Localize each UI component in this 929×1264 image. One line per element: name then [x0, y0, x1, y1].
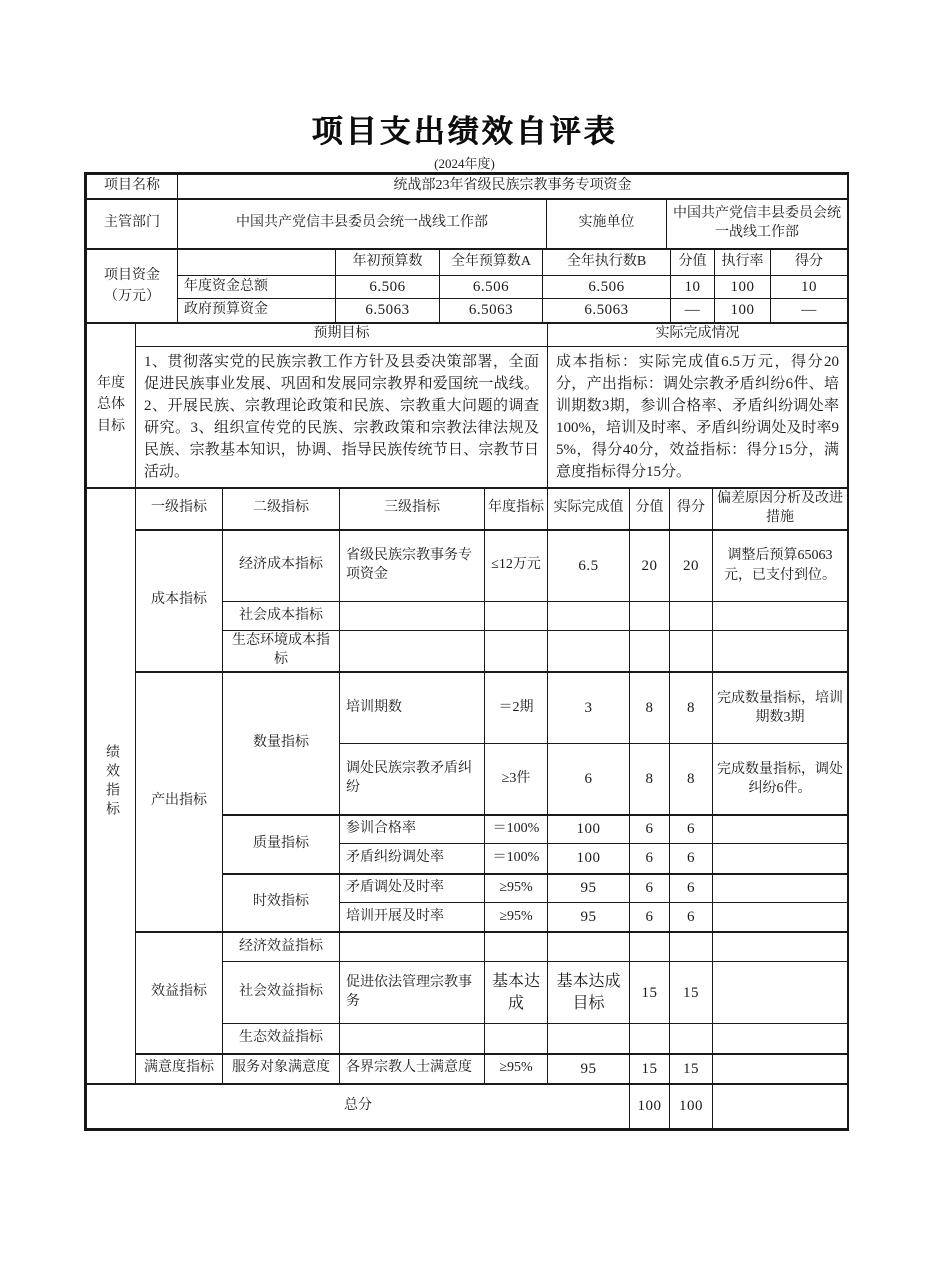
funding-cell: 10	[771, 276, 848, 299]
l3-cell: 调处民族宗教矛盾纠纷	[340, 744, 485, 815]
annual-cell: ≥95%	[485, 874, 548, 903]
points-cell: 15	[630, 1054, 670, 1084]
total-score-row	[87, 1084, 848, 1129]
total-points-cell: 100	[630, 1084, 670, 1129]
score-cell	[670, 602, 713, 631]
funding-cell: 6.5063	[336, 299, 440, 322]
points-cell: 6	[630, 844, 670, 874]
score-cell	[670, 1024, 713, 1054]
actual-cell: 6	[548, 744, 630, 815]
score-cell: 15	[670, 962, 713, 1024]
deviation-cell	[713, 602, 848, 631]
sub-quantity: 数量指标	[223, 672, 340, 815]
points-cell	[630, 631, 670, 672]
goal-header-row	[87, 323, 848, 346]
funding-cell: —	[671, 299, 715, 322]
header-points: 分值	[630, 488, 670, 529]
sub-timeliness: 时效指标	[223, 874, 340, 932]
l3-cell: 矛盾调处及时率	[340, 874, 485, 903]
funding-row-label: 年度资金总额	[178, 276, 336, 299]
annual-cell	[485, 932, 548, 962]
funding-header-row	[87, 250, 848, 276]
score-cell: 15	[670, 1054, 713, 1084]
score-cell: 8	[670, 744, 713, 815]
funding-cell: 6.506	[543, 276, 671, 299]
funding-row-label: 政府预算资金	[178, 299, 336, 322]
sub-social-cost: 社会成本指标	[223, 602, 340, 631]
actual-cell: 95	[548, 1054, 630, 1084]
points-cell: 8	[630, 744, 670, 815]
actual-completion-header: 实际完成情况	[548, 323, 848, 346]
actual-completion-text: 成本指标：实际完成值6.5万元，得分20分，产出指标：调处宗教矛盾纠纷6件、培训期数3期，参训合格率、矛盾纠纷调处率100%，培训及时率、矛盾纠纷调处及时率95%，得分40分，效益指标：得分15分，满意度指标得分15分。	[548, 346, 848, 487]
goal-label: 年度总体目标	[87, 323, 136, 487]
score-cell: 6	[670, 903, 713, 932]
goal-content-row	[87, 346, 848, 487]
l3-cell: 促进依法管理宗教事务	[340, 962, 485, 1024]
score-cell: 6	[670, 844, 713, 874]
sub-econ-benefit: 经济效益指标	[223, 932, 340, 962]
actual-cell	[548, 631, 630, 672]
score-cell: 20	[670, 530, 713, 602]
sub-social-benefit: 社会效益指标	[223, 962, 340, 1024]
score-cell: 8	[670, 672, 713, 744]
annual-cell: ＝100%	[485, 815, 548, 844]
deviation-cell	[713, 932, 848, 962]
header-score: 得分	[670, 488, 713, 529]
score-cell	[670, 932, 713, 962]
funding-header-annual: 全年预算数A	[440, 250, 543, 276]
actual-cell: 3	[548, 672, 630, 744]
actual-cell: 100	[548, 844, 630, 874]
actual-cell	[548, 602, 630, 631]
deviation-cell: 完成数量指标，调处纠纷6件。	[713, 744, 848, 815]
sub-econ-cost: 经济成本指标	[223, 530, 340, 602]
group-output: 产出指标	[136, 672, 223, 932]
annual-cell: ≥3件	[485, 744, 548, 815]
annual-cell: ≤12万元	[485, 530, 548, 602]
annual-cell: ＝100%	[485, 844, 548, 874]
project-name-value: 统战部23年省级民族宗教事务专项资金	[178, 175, 848, 199]
points-cell: 8	[630, 672, 670, 744]
header-level2: 二级指标	[223, 488, 340, 529]
points-cell: 20	[630, 530, 670, 602]
annual-cell: 基本达成	[485, 962, 548, 1024]
sub-eco-cost: 生态环境成本指标	[223, 631, 340, 672]
funding-header-rate: 执行率	[715, 250, 771, 276]
indicator-row	[87, 530, 848, 602]
indicator-header-row	[87, 488, 848, 529]
score-cell: 6	[670, 815, 713, 844]
funding-cell: 6.5063	[440, 299, 543, 322]
funding-cell: 10	[671, 276, 715, 299]
header-annual-target: 年度指标	[485, 488, 548, 529]
header-level3: 三级指标	[340, 488, 485, 529]
actual-cell: 基本达成目标	[548, 962, 630, 1024]
funding-total-row	[87, 276, 848, 299]
actual-cell: 95	[548, 903, 630, 932]
funding-header-executed: 全年执行数B	[543, 250, 671, 276]
indicator-row	[87, 672, 848, 744]
l3-cell: 参训合格率	[340, 815, 485, 844]
project-info-table	[86, 174, 848, 249]
funding-header-initial: 年初预算数	[336, 250, 440, 276]
annual-cell	[485, 602, 548, 631]
l3-cell: 矛盾纠纷调处率	[340, 844, 485, 874]
funding-cell: 6.5063	[543, 299, 671, 322]
expected-goal-header: 预期目标	[136, 323, 548, 346]
group-cost: 成本指标	[136, 530, 223, 672]
deviation-cell: 完成数量指标，培训期数3期	[713, 672, 848, 744]
l3-cell	[340, 932, 485, 962]
actual-cell: 6.5	[548, 530, 630, 602]
header-actual-value: 实际完成值	[548, 488, 630, 529]
funding-cell: 100	[715, 276, 771, 299]
deviation-cell	[713, 631, 848, 672]
points-cell: 6	[630, 874, 670, 903]
sub-eco-benefit: 生态效益指标	[223, 1024, 340, 1054]
total-score-cell: 100	[670, 1084, 713, 1129]
performance-indicators-table	[86, 488, 848, 1130]
deviation-cell	[713, 1024, 848, 1054]
impl-unit-value: 中国共产党信丰县委员会统一战线工作部	[667, 199, 848, 249]
page-title: 项目支出绩效自评表	[311, 114, 618, 149]
funding-header-score: 得分	[771, 250, 848, 276]
department-label: 主管部门	[87, 199, 178, 249]
total-score-label: 总分	[87, 1084, 630, 1129]
deviation-cell	[713, 962, 848, 1024]
points-cell	[630, 1024, 670, 1054]
funding-table	[86, 249, 848, 323]
impl-unit-label: 实施单位	[547, 199, 667, 249]
project-name-row	[87, 175, 848, 199]
deviation-cell	[713, 1054, 848, 1084]
project-name-label: 项目名称	[87, 175, 178, 199]
annual-cell: ≥95%	[485, 903, 548, 932]
points-cell: 15	[630, 962, 670, 1024]
self-evaluation-form	[84, 172, 849, 1131]
points-cell	[630, 602, 670, 631]
funding-cell: —	[771, 299, 848, 322]
department-row	[87, 199, 848, 249]
performance-indicator-label: 绩效指标	[87, 488, 136, 1084]
l3-cell	[340, 602, 485, 631]
expected-goal-text: 1、贯彻落实党的民族宗教工作方针及县委决策部署，全面促进民族事业发展、巩固和发展同宗教界和爱国统一战线。2、开展民族、宗教理论政策和民族、宗教重大问题的调查研究。3、组织宣传党的民族、宗教政策和宗教法律法规及民族、宗教基本知识，协调、指导民族传统节日、宗教节日活动。	[136, 346, 548, 487]
actual-cell	[548, 932, 630, 962]
indicator-row	[87, 1054, 848, 1084]
l3-cell: 培训期数	[340, 672, 485, 744]
annual-cell: ≥95%	[485, 1054, 548, 1084]
header-level1: 一级指标	[136, 488, 223, 529]
group-satisfaction: 满意度指标	[136, 1054, 223, 1084]
funding-cell: 6.506	[440, 276, 543, 299]
total-deviation-cell	[713, 1084, 848, 1129]
indicator-row	[87, 932, 848, 962]
points-cell: 6	[630, 815, 670, 844]
l3-cell: 各界宗教人士满意度	[340, 1054, 485, 1084]
sub-quality: 质量指标	[223, 815, 340, 874]
score-cell	[670, 631, 713, 672]
funding-cell: 100	[715, 299, 771, 322]
department-value: 中国共产党信丰县委员会统一战线工作部	[178, 199, 547, 249]
annual-cell	[485, 1024, 548, 1054]
l3-cell	[340, 1024, 485, 1054]
points-cell: 6	[630, 903, 670, 932]
l3-cell: 培训开展及时率	[340, 903, 485, 932]
deviation-cell	[713, 844, 848, 874]
header-deviation: 偏差原因分析及改进措施	[713, 488, 848, 529]
score-cell: 6	[670, 874, 713, 903]
funding-label: 项目资金（万元）	[87, 250, 178, 323]
group-benefit: 效益指标	[136, 932, 223, 1054]
deviation-cell	[713, 903, 848, 932]
actual-cell: 95	[548, 874, 630, 903]
annual-cell: ＝2期	[485, 672, 548, 744]
funding-blank-cell	[178, 250, 336, 276]
actual-cell	[548, 1024, 630, 1054]
annual-goal-table	[86, 323, 848, 488]
funding-header-points: 分值	[671, 250, 715, 276]
page-subtitle: (2024年度)	[434, 156, 495, 171]
annual-cell	[485, 631, 548, 672]
l3-cell: 省级民族宗教事务专项资金	[340, 530, 485, 602]
deviation-cell	[713, 874, 848, 903]
l3-cell	[340, 631, 485, 672]
deviation-cell: 调整后预算65063元，已支付到位。	[713, 530, 848, 602]
deviation-cell	[713, 815, 848, 844]
funding-gov-row	[87, 299, 848, 322]
funding-cell: 6.506	[336, 276, 440, 299]
actual-cell: 100	[548, 815, 630, 844]
points-cell	[630, 932, 670, 962]
sub-service-satisfaction: 服务对象满意度	[223, 1054, 340, 1084]
